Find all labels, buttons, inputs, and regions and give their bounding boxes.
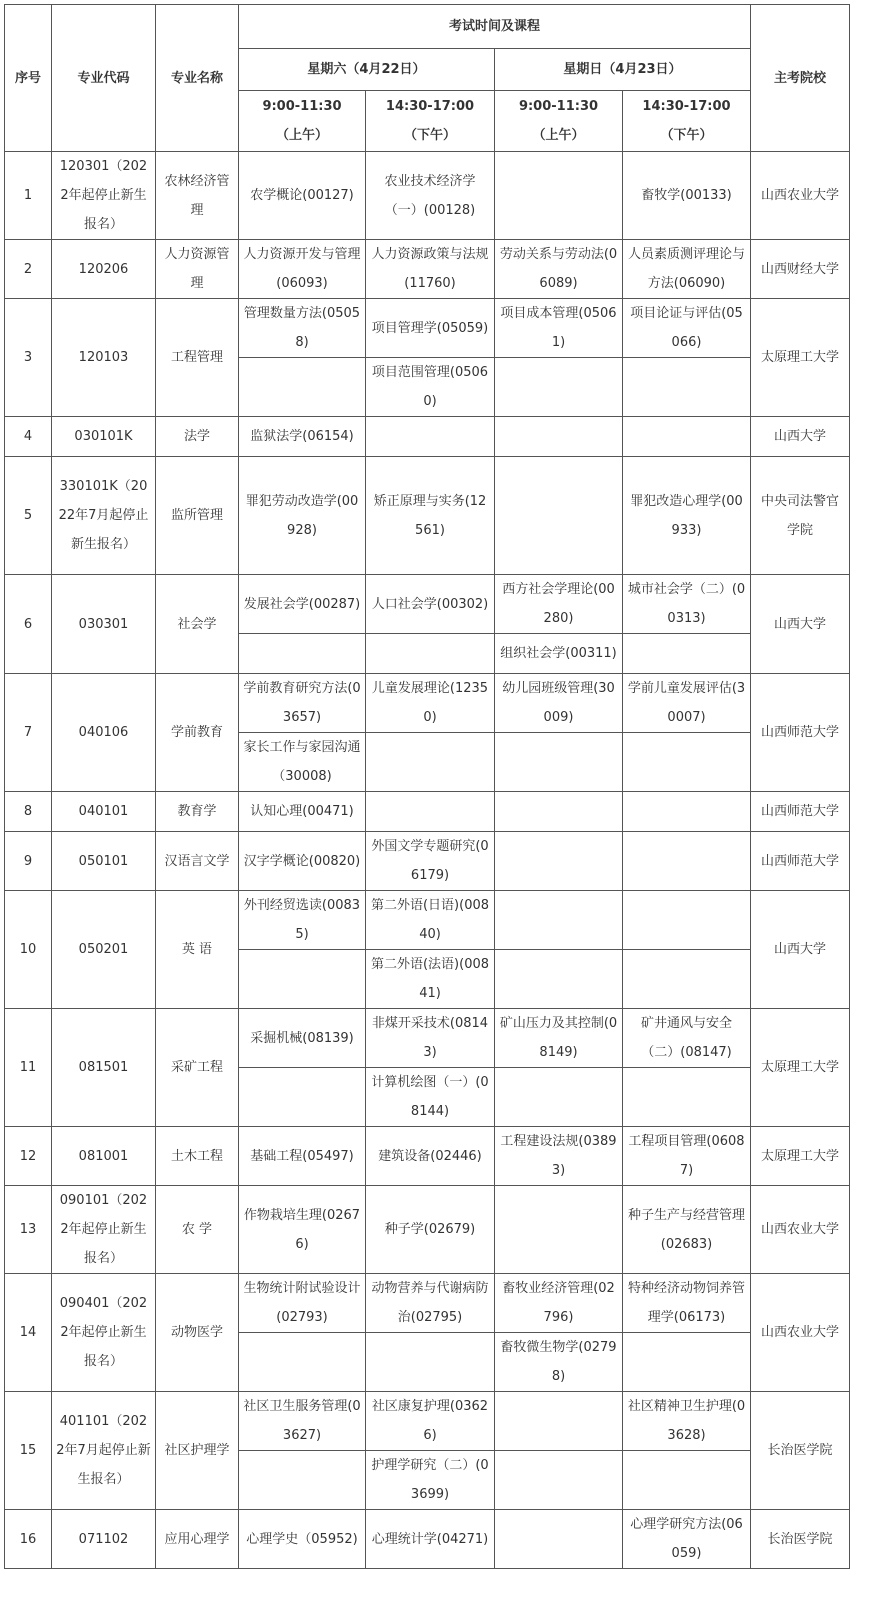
cell-major-name: 人力资源管理 [156,240,239,299]
cell-course: 项目论证与评估(05066) [623,299,751,358]
cell-course: 第二外语(日语)(00840) [366,891,495,950]
cell-course: 人力资源开发与管理(06093) [239,240,366,299]
cell-course: 心理学研究方法(06059) [623,1510,751,1569]
cell-seq: 4 [5,417,52,457]
header-sat-am [239,91,366,152]
cell-course: 监狱法学(06154) [239,417,366,457]
time-label: 14:30-17:00 [642,99,731,114]
table-row [5,1274,850,1333]
period-label: （上午） [532,128,585,143]
cell-course: 生物统计附试验设计(02793) [239,1274,366,1333]
cell-course: 种子学(02679) [366,1186,495,1274]
cell-course [495,891,623,950]
header-exam-group: 考试时间及课程 [239,5,751,49]
header-sat-pm [366,91,495,152]
header-sun-am [495,91,623,152]
cell-major-name: 农 学 [156,1186,239,1274]
cell-course: 基础工程(05497) [239,1127,366,1186]
cell-course: 畜牧微生物学(02798) [495,1333,623,1392]
cell-major-name: 动物医学 [156,1274,239,1392]
cell-major-name: 社区护理学 [156,1392,239,1510]
cell-course [495,832,623,891]
cell-school: 山西农业大学 [751,1186,850,1274]
cell-major-name: 教育学 [156,792,239,832]
cell-course [239,1333,366,1392]
cell-seq: 5 [5,457,52,575]
cell-course [495,950,623,1009]
cell-course: 社区卫生服务管理(03627) [239,1392,366,1451]
cell-seq: 9 [5,832,52,891]
period-label: （下午） [403,128,456,143]
cell-course: 罪犯劳动改造学(00928) [239,457,366,575]
cell-seq: 16 [5,1510,52,1569]
cell-course: 项目成本管理(05061) [495,299,623,358]
cell-course [495,358,623,417]
table-row [5,1127,850,1186]
cell-major-name: 法学 [156,417,239,457]
cell-code: 050101 [52,832,156,891]
table-row [5,674,850,733]
cell-major-name: 学前教育 [156,674,239,792]
cell-school: 山西师范大学 [751,792,850,832]
cell-major-name: 农林经济管理 [156,152,239,240]
period-label: （上午） [275,128,328,143]
cell-seq: 14 [5,1274,52,1392]
cell-course: 汉字学概论(00820) [239,832,366,891]
cell-course: 项目范围管理(05060) [366,358,495,417]
cell-course: 人力资源政策与法规(11760) [366,240,495,299]
cell-course [239,634,366,674]
header-code: 专业代码 [52,5,156,152]
cell-course [495,792,623,832]
table-row [5,240,850,299]
cell-course: 心理统计学(04271) [366,1510,495,1569]
cell-code: 120103 [52,299,156,417]
cell-course: 人员素质测评理论与方法(06090) [623,240,751,299]
cell-course [623,792,751,832]
cell-course [623,1068,751,1127]
cell-course: 作物栽培生理(02676) [239,1186,366,1274]
cell-code: 050201 [52,891,156,1009]
cell-code: 071102 [52,1510,156,1569]
cell-course [495,417,623,457]
table-row [5,832,850,891]
cell-course [239,1068,366,1127]
cell-course [366,733,495,792]
cell-school: 山西农业大学 [751,152,850,240]
table-row [5,1510,850,1569]
cell-course [495,733,623,792]
cell-school: 长治医学院 [751,1392,850,1510]
cell-course: 非煤开采技术(08143) [366,1009,495,1068]
table-row [5,457,850,575]
cell-major-name: 采矿工程 [156,1009,239,1127]
cell-school: 山西大学 [751,575,850,674]
table-row [5,1392,850,1451]
cell-course: 儿童发展理论(12350) [366,674,495,733]
cell-major-name: 社会学 [156,575,239,674]
cell-course [623,1451,751,1510]
header-saturday: 星期六（4月22日） [239,49,495,91]
cell-course: 组织社会学(00311) [495,634,623,674]
cell-course: 建筑设备(02446) [366,1127,495,1186]
cell-course: 护理学研究（二）(03699) [366,1451,495,1510]
header-seq: 序号 [5,5,52,152]
cell-course: 项目管理学(05059) [366,299,495,358]
cell-seq: 12 [5,1127,52,1186]
period-label: （下午） [660,128,713,143]
cell-school: 太原理工大学 [751,299,850,417]
cell-course [366,634,495,674]
cell-course: 种子生产与经营管理(02683) [623,1186,751,1274]
table-row [5,152,850,240]
header-sunday: 星期日（4月23日） [495,49,751,91]
cell-major-name: 监所管理 [156,457,239,575]
cell-course: 学前教育研究方法(03657) [239,674,366,733]
table-row [5,575,850,634]
cell-seq: 11 [5,1009,52,1127]
cell-seq: 6 [5,575,52,674]
cell-course [495,1068,623,1127]
cell-major-name: 土木工程 [156,1127,239,1186]
cell-school: 山西大学 [751,417,850,457]
cell-course [366,792,495,832]
cell-course [623,891,751,950]
time-label: 9:00-11:30 [262,99,342,114]
cell-code: 090101（2022年起停止新生报名） [52,1186,156,1274]
cell-major-name: 英 语 [156,891,239,1009]
cell-code: 081001 [52,1127,156,1186]
time-label: 9:00-11:30 [518,99,599,114]
cell-course: 人口社会学(00302) [366,575,495,634]
cell-major-name: 应用心理学 [156,1510,239,1569]
cell-course: 管理数量方法(05058) [239,299,366,358]
cell-course: 第二外语(法语)(00841) [366,950,495,1009]
cell-course [623,733,751,792]
cell-course: 认知心理(00471) [239,792,366,832]
cell-course: 家长工作与家园沟通（30008) [239,733,366,792]
cell-major-name: 工程管理 [156,299,239,417]
cell-course: 特种经济动物饲养管理学(06173) [623,1274,751,1333]
cell-school: 山西师范大学 [751,674,850,792]
cell-course: 工程建设法规(03893) [495,1127,623,1186]
cell-code: 040106 [52,674,156,792]
cell-code: 090401（2022年起停止新生报名） [52,1274,156,1392]
cell-course [495,152,623,240]
cell-course [495,1186,623,1274]
cell-course: 西方社会学理论(00280) [495,575,623,634]
table-row [5,1186,850,1274]
cell-course [623,950,751,1009]
cell-code: 330101K（2022年7月起停止新生报名） [52,457,156,575]
cell-course: 农业技术经济学（一）(00128) [366,152,495,240]
table-row [5,891,850,950]
cell-school: 山西财经大学 [751,240,850,299]
cell-code: 030301 [52,575,156,674]
cell-course [495,1451,623,1510]
cell-course: 外国文学专题研究(06179) [366,832,495,891]
table-row [5,417,850,457]
header-school: 主考院校 [751,5,850,152]
cell-course: 社区精神卫生护理(03628) [623,1392,751,1451]
cell-course [239,950,366,1009]
table-row [5,792,850,832]
cell-course: 采掘机械(08139) [239,1009,366,1068]
cell-school: 太原理工大学 [751,1009,850,1127]
exam-schedule-table [4,4,850,1569]
cell-course: 农学概论(00127) [239,152,366,240]
cell-seq: 8 [5,792,52,832]
cell-code: 120206 [52,240,156,299]
cell-course: 心理学史（05952) [239,1510,366,1569]
table-header [5,5,850,152]
cell-seq: 10 [5,891,52,1009]
cell-course: 发展社会学(00287) [239,575,366,634]
cell-school: 山西大学 [751,891,850,1009]
cell-seq: 3 [5,299,52,417]
cell-code: 401101（2022年7月起停止新生报名） [52,1392,156,1510]
cell-course: 计算机绘图（一）(08144) [366,1068,495,1127]
cell-seq: 1 [5,152,52,240]
cell-code: 081501 [52,1009,156,1127]
cell-school: 中央司法警官学院 [751,457,850,575]
cell-school: 山西师范大学 [751,832,850,891]
cell-course: 学前儿童发展评估(30007) [623,674,751,733]
cell-course [623,358,751,417]
cell-seq: 7 [5,674,52,792]
cell-course [495,1510,623,1569]
cell-course [623,417,751,457]
cell-code: 030101K [52,417,156,457]
cell-seq: 13 [5,1186,52,1274]
cell-school: 太原理工大学 [751,1127,850,1186]
cell-code: 120301（2022年起停止新生报名） [52,152,156,240]
cell-major-name: 汉语言文学 [156,832,239,891]
cell-code: 040101 [52,792,156,832]
header-name: 专业名称 [156,5,239,152]
cell-seq: 15 [5,1392,52,1510]
cell-school: 山西农业大学 [751,1274,850,1392]
cell-course [623,1333,751,1392]
cell-course [239,358,366,417]
cell-course: 外刊经贸选读(00835) [239,891,366,950]
table-row [5,1009,850,1068]
cell-school: 长治医学院 [751,1510,850,1569]
cell-course: 矿井通风与安全（二）(08147) [623,1009,751,1068]
cell-course: 畜牧业经济管理(02796) [495,1274,623,1333]
cell-course: 城市社会学（二）(00313) [623,575,751,634]
cell-seq: 2 [5,240,52,299]
cell-course: 罪犯改造心理学(00933) [623,457,751,575]
cell-course [623,634,751,674]
cell-course [366,1333,495,1392]
table-body [5,152,850,1569]
cell-course: 矿山压力及其控制(08149) [495,1009,623,1068]
cell-course: 动物营养与代谢病防治(02795) [366,1274,495,1333]
time-label: 14:30-17:00 [385,99,475,114]
cell-course [366,417,495,457]
cell-course [495,457,623,575]
cell-course: 矫正原理与实务(12561) [366,457,495,575]
cell-course: 社区康复护理(03626) [366,1392,495,1451]
cell-course [623,832,751,891]
cell-course: 劳动关系与劳动法(06089) [495,240,623,299]
cell-course: 畜牧学(00133) [623,152,751,240]
header-sun-pm [623,91,751,152]
table-row [5,299,850,358]
cell-course [495,1392,623,1451]
cell-course [239,1451,366,1510]
cell-course: 幼儿园班级管理(30009) [495,674,623,733]
cell-course: 工程项目管理(06087) [623,1127,751,1186]
